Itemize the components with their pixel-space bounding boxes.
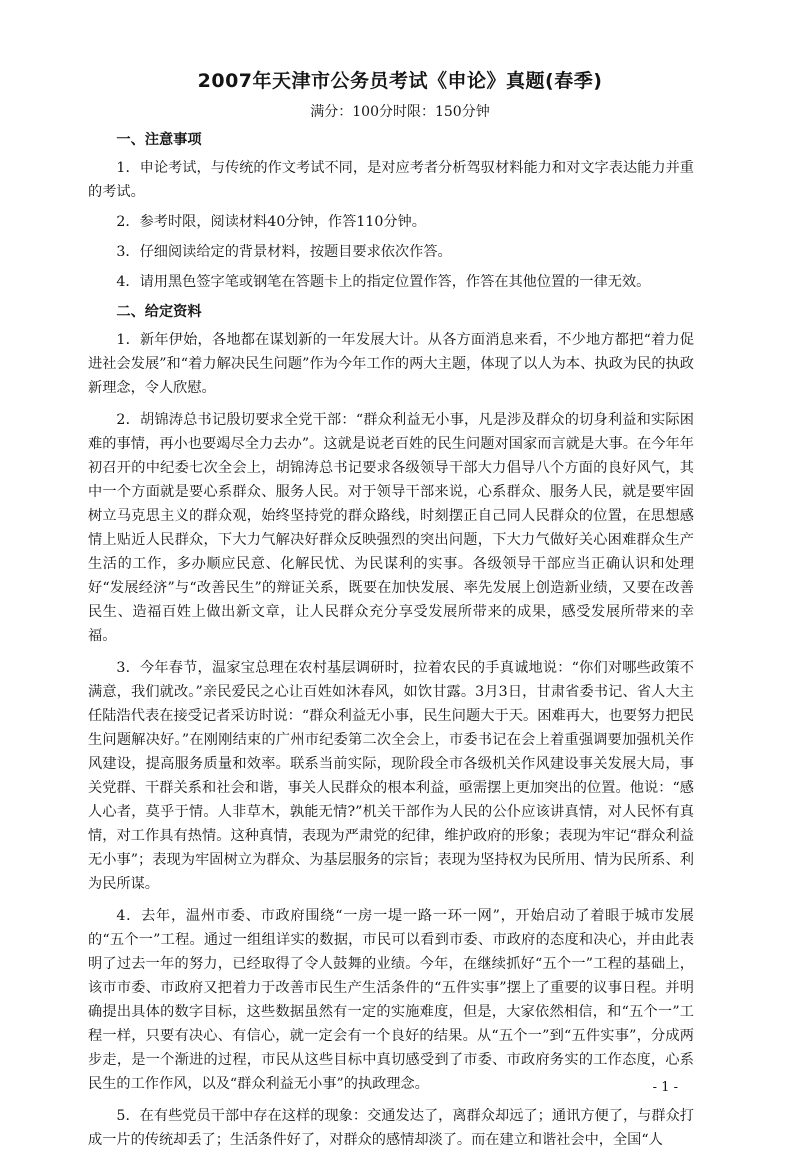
notice-item: 1．申论考试，与传统的作文考试不同，是对应考者分析驾驭材料能力和对文字表达能力并重的考试。 — [88, 160, 694, 200]
exam-info: 满分：100分时限：150分钟 — [310, 104, 490, 120]
section-heading-materials: 二、给定资料 — [116, 304, 202, 320]
material-paragraph: 5．在有些党员干部中存在这样的现象：交通发达了，离群众却远了；通讯方便了，与群众打成一片的传统却丢了；生活条件好了，对群众的感情却淡了。而在建立和谐社会中，全国“人 — [88, 1108, 694, 1148]
material-paragraph: 3．今年春节，温家宝总理在农村基层调研时，拉着农民的手真诚地说：“你们对哪些政策不满意，我们就改。”亲民爱民之心让百姓如沐春风，如饮甘露。3月3日，甘肃省委书记、省人大主任陆浩代表在接受记者采访时说：“群众利益无小事，民生问题大于天。困难再大，也要努力把民生问题解决好。”在刚刚结束的广州市纪委第二次全会上，市委书记在会上着重强调要加强机关作风建设，提高服务质量和效率。联系当前实际，现阶段全市各级机关作风建设事关发展大局，事关党群、干群关系和社会和谐，事关人民群众的根本利益，亟需摆上更加突出的位置。他说：“感人心者，莫乎于情。人非草木，孰能无情?”机关干部作为人民的公仆应该讲真情，对人民怀有真情，对工作具有热情。这种真情，表现为严肃党的纪律，维护政府的形象；表现为牢记“群众利益无小事”；表现为牢固树立为群众、为基层服务的宗旨；表现为坚持权为民所用、情为民所系、利为民所谋。 — [88, 660, 694, 892]
notice-item: 4．请用黑色签字笔或钢笔在答题卡上的指定位置作答，作答在其他位置的一律无效。 — [116, 274, 651, 290]
material-paragraph: 4．去年，温州市委、市政府围绕“一房一堤一路一环一网”，开始启动了着眼于城市发展的“五个一”工程。通过一组组详实的数据，市民可以看到市委、市政府的态度和决心，并由此表明了过去一年的努力，已经取得了令人鼓舞的业绩。今年，在继续抓好“五个一”工程的基础上，该市市委、市政府又把着力于改善市民生产生活条件的“五件实事”摆上了重要的议事日程。并明确提出具体的数字目标，这些数据虽然有一定的实施难度，但是，大家依然相信，和“五个一”工程一样，只要有决心、有信心，就一定会有一个良好的结果。从“五个一”到“五件实事”，分成两步走，是一个渐进的过程，市民从这些目标中真切感受到了市委、市政府务实的工作态度，心系民生的工作作风，以及“群众利益无小事”的执政理念。 — [88, 908, 694, 1092]
section-heading-notes: 一、注意事项 — [116, 132, 202, 148]
material-paragraph: 2．胡锦涛总书记殷切要求全党干部：“群众利益无小事，凡是涉及群众的切身利益和实际困难的事情，再小也要竭尽全力去办”。这就是说老百姓的民生问题对国家而言就是大事。在今年年初召开的中纪委七次全会上，胡锦涛总书记要求各级领导干部大力倡导八个方面的良好风气，其中一个方面就是要心系群众、服务人民。对于领导干部来说，心系群众、服务人民，就是要牢固树立马克思主义的群众观，始终坚持党的群众路线，时刻摆正自己同人民群众的位置，在思想感情上贴近人民群众，下大力气解决好群众反映强烈的突出问题，下大力气做好关心困难群众生产生活的工作，多办顺应民意、化解民忧、为民谋利的实事。各级领导干部应当正确认识和处理好“发展经济”与“改善民生”的辩证关系，既要在加快发展、率先发展上创造新业绩，又要在改善民生、造福百姓上做出新文章，让人民群众充分享受发展所带来的成果，感受发展所带来的幸福。 — [88, 412, 694, 644]
page-number: - 1 - — [652, 1080, 678, 1095]
document-title: 2007年天津市公务员考试《申论》真题(春季) — [197, 70, 603, 92]
material-paragraph: 1．新年伊始，各地都在谋划新的一年发展大计。从各方面消息来看，不少地方都把“着力促进社会发展”和“着力解决民生问题”作为今年工作的两大主题，体现了以人为本、执政为民的执政新理念，令人欣慰。 — [88, 332, 694, 396]
notice-item: 3．仔细阅读给定的背景材料，按题目要求依次作答。 — [116, 244, 452, 260]
document-body — [88, 128, 694, 1160]
notice-item: 2．参考时限，阅读材料40分钟，作答110分钟。 — [116, 214, 426, 230]
